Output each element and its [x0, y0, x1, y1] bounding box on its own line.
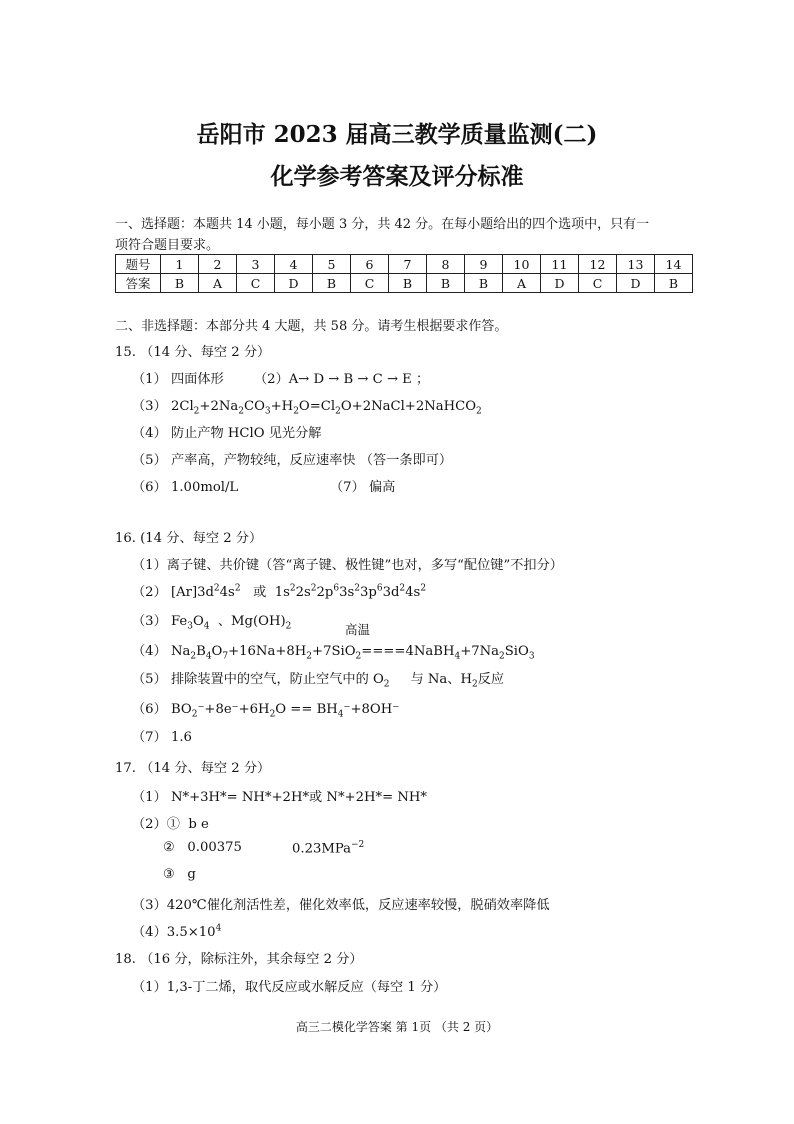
q17-a2-1: b e — [188, 817, 209, 832]
section1-heading-line2: 项符合题目要求。 — [115, 238, 220, 253]
q15-a5: 产率高，产物较纯，反应速率快 （答一条即可） — [170, 453, 453, 468]
table-cell: B — [655, 274, 693, 293]
q16-a6-equation: $BO_2^-+8e^-+6H_2O == BH_4^-+8OH^-$ — [170, 702, 400, 720]
page-subtitle: 化学参考答案及评分标准 — [270, 163, 524, 190]
q18-answer-1: （1）1,3-丁二烯，取代反应或水解反应（每空 1 分） — [132, 980, 447, 995]
q17-answer-2-1 — [132, 813, 209, 832]
table-cell: C — [237, 274, 275, 293]
page-title: 岳阳市 2023 届高三教学质量监测(二) — [196, 121, 598, 148]
q16-a4-label: （4） — [132, 644, 167, 659]
table-cell: D — [275, 274, 313, 293]
q16-a5-label: （5） — [132, 672, 167, 687]
q16-a6-label: （6） — [132, 702, 167, 717]
q15-answer-6 — [132, 476, 238, 495]
q17-header: 17. （14 分、每空 2 分） — [115, 761, 271, 776]
q16-answer-4 — [132, 640, 535, 662]
page-footer: 高三二模化学答案 第 1页 （共 2 页） — [295, 1020, 499, 1034]
q17-a2-2b: 0.23MPa — [292, 841, 352, 857]
q15-answer-7 — [330, 476, 395, 495]
table-cell: D — [617, 274, 655, 293]
q15-a5-label: （5） — [132, 453, 167, 468]
q15-a2-label: （2） — [254, 372, 289, 387]
table-cell: B — [313, 274, 351, 293]
q15-a6: 1.00mol/L — [170, 480, 239, 495]
table-cell: 10 — [503, 255, 541, 274]
q16-a5-text2: 与 Na、H — [410, 672, 472, 687]
answer-table — [115, 254, 693, 293]
q15-answer-3 — [132, 395, 482, 417]
q16-answer-3 — [132, 610, 291, 632]
q16-answer-7 — [132, 726, 192, 745]
q16-a3-label: （3） — [132, 614, 167, 629]
q17-a2-3: g — [187, 867, 196, 882]
section1-heading-line1: 一、选择题：本题共 14 小题，每小题 3 分，共 42 分。在每小题给出的四个选项中，只有一 — [115, 217, 650, 232]
table-cell: 14 — [655, 255, 693, 274]
q16-answer-5: （5） 排除装置中的空气，防止空气中的 $O_2$ 与 Na、$H_2$反应 — [132, 672, 505, 690]
q17-a1-label: （1） — [132, 790, 167, 805]
q15-a7: 偏高 — [368, 480, 396, 495]
q15-answer-4 — [132, 422, 321, 441]
table-cell: 2 — [199, 255, 237, 274]
q16-a7: 1.6 — [170, 730, 192, 745]
q15-a4-label: （4） — [132, 426, 167, 441]
q15-a7-label: （7） — [330, 480, 365, 495]
table-cell: 11 — [541, 255, 579, 274]
table-cell: 5 — [313, 255, 351, 274]
q16-a4-condition: 高温 — [345, 622, 371, 637]
table-cell: 1 — [161, 255, 199, 274]
q16-header: 16. (14 分、每空 2 分） — [115, 531, 263, 546]
table-cell: 7 — [389, 255, 427, 274]
q17-a2-3-label: ③ — [163, 867, 175, 882]
q15-a1: 四面体形 — [170, 372, 224, 387]
q17-a4: 3.5×10 — [166, 925, 216, 940]
q15-a6-label: （6） — [132, 480, 167, 495]
table-cell: 13 — [617, 255, 655, 274]
table-cell: B — [427, 274, 465, 293]
table-cell: B — [389, 274, 427, 293]
table-cell: 4 — [275, 255, 313, 274]
table-header-answer: 答案 — [116, 274, 161, 293]
q17-a1: N*+3H*= NH*+2H*或 N*+2H*= NH* — [170, 790, 427, 805]
table-cell: 3 — [237, 255, 275, 274]
q17-a2-2b-exp: −2 — [351, 840, 365, 850]
q17-answer-4 — [132, 921, 221, 940]
q15-a3-label: （3） — [132, 399, 167, 414]
q18-header: 18. （16 分，除标注外，其余每空 2 分） — [115, 952, 363, 967]
q16-a4-equation: $Na_2B_4O_7+16Na+8H_2+7SiO_2====4NaBH_4+7Na_2SiO_3$ — [170, 644, 535, 662]
table-cell: A — [503, 274, 541, 293]
q17-answer-2-2b — [292, 840, 364, 856]
q16-a2-config: $[Ar]3d^24s^2$ 或 $1s^22s^22p^63s^23p^63d^24s^2$ — [170, 583, 427, 600]
q17-answer-1 — [132, 786, 427, 805]
q15-answer-2 — [254, 368, 429, 387]
q16-answer-1: （1）离子键、共价键（答“离子键、极性键”也对，多写“配位键”不扣分） — [132, 558, 563, 573]
q15-a1-label: （1） — [132, 372, 167, 387]
q15-answer-1 — [132, 368, 224, 387]
section2-heading: 二、非选择题：本部分共 4 大题，共 58 分。请考生根据要求作答。 — [115, 319, 508, 334]
q16-a5-text: 排除装置中的空气，防止空气中的 O — [170, 672, 384, 687]
q17-answer-3: （3）420℃催化剂活性差，催化效率低，反应速率较慢，脱硝效率降低 — [132, 898, 550, 913]
table-cell: D — [541, 274, 579, 293]
q16-answer-2 — [132, 581, 426, 600]
table-row-numbers — [116, 255, 693, 274]
table-cell: 6 — [351, 255, 389, 274]
q17-answer-2-3 — [163, 867, 196, 882]
q15-header: 15. （14 分、每空 2 分） — [115, 345, 271, 360]
q16-a7-label: （7） — [132, 730, 167, 745]
q16-answer-6 — [132, 698, 399, 720]
table-cell: B — [161, 274, 199, 293]
table-cell: 9 — [465, 255, 503, 274]
q15-a3-equation: $2Cl_2+2Na_2CO_3+H_2O=Cl_2O+2NaCl+2NaHCO_2$ — [170, 399, 482, 417]
table-row-answers — [116, 274, 693, 293]
table-cell: 12 — [579, 255, 617, 274]
q15-a4: 防止产物 HClO 见光分解 — [170, 426, 322, 441]
q17-a4-exp: 4 — [215, 923, 222, 934]
table-cell: C — [351, 274, 389, 293]
table-cell: C — [579, 274, 617, 293]
table-cell: A — [199, 274, 237, 293]
q16-a3-formula: $Fe_3O_4$ 、$Mg(OH)_2$ — [170, 614, 292, 632]
q17-answer-2-2 — [163, 840, 242, 855]
q17-a2-label: （2）① — [132, 817, 180, 832]
q17-a2-2-label: ② — [163, 840, 175, 855]
q16-a5-text3: 反应 — [477, 672, 505, 687]
table-cell: B — [465, 274, 503, 293]
q16-a2-label: （2） — [132, 585, 167, 600]
q15-a2: A→ D → B → C → E ； — [288, 372, 430, 387]
table-cell: 8 — [427, 255, 465, 274]
q15-answer-5 — [132, 449, 452, 468]
q17-a2-2: 0.00375 — [187, 840, 242, 855]
table-header-number: 题号 — [116, 255, 161, 274]
q17-a4-label: （4） — [132, 925, 167, 940]
